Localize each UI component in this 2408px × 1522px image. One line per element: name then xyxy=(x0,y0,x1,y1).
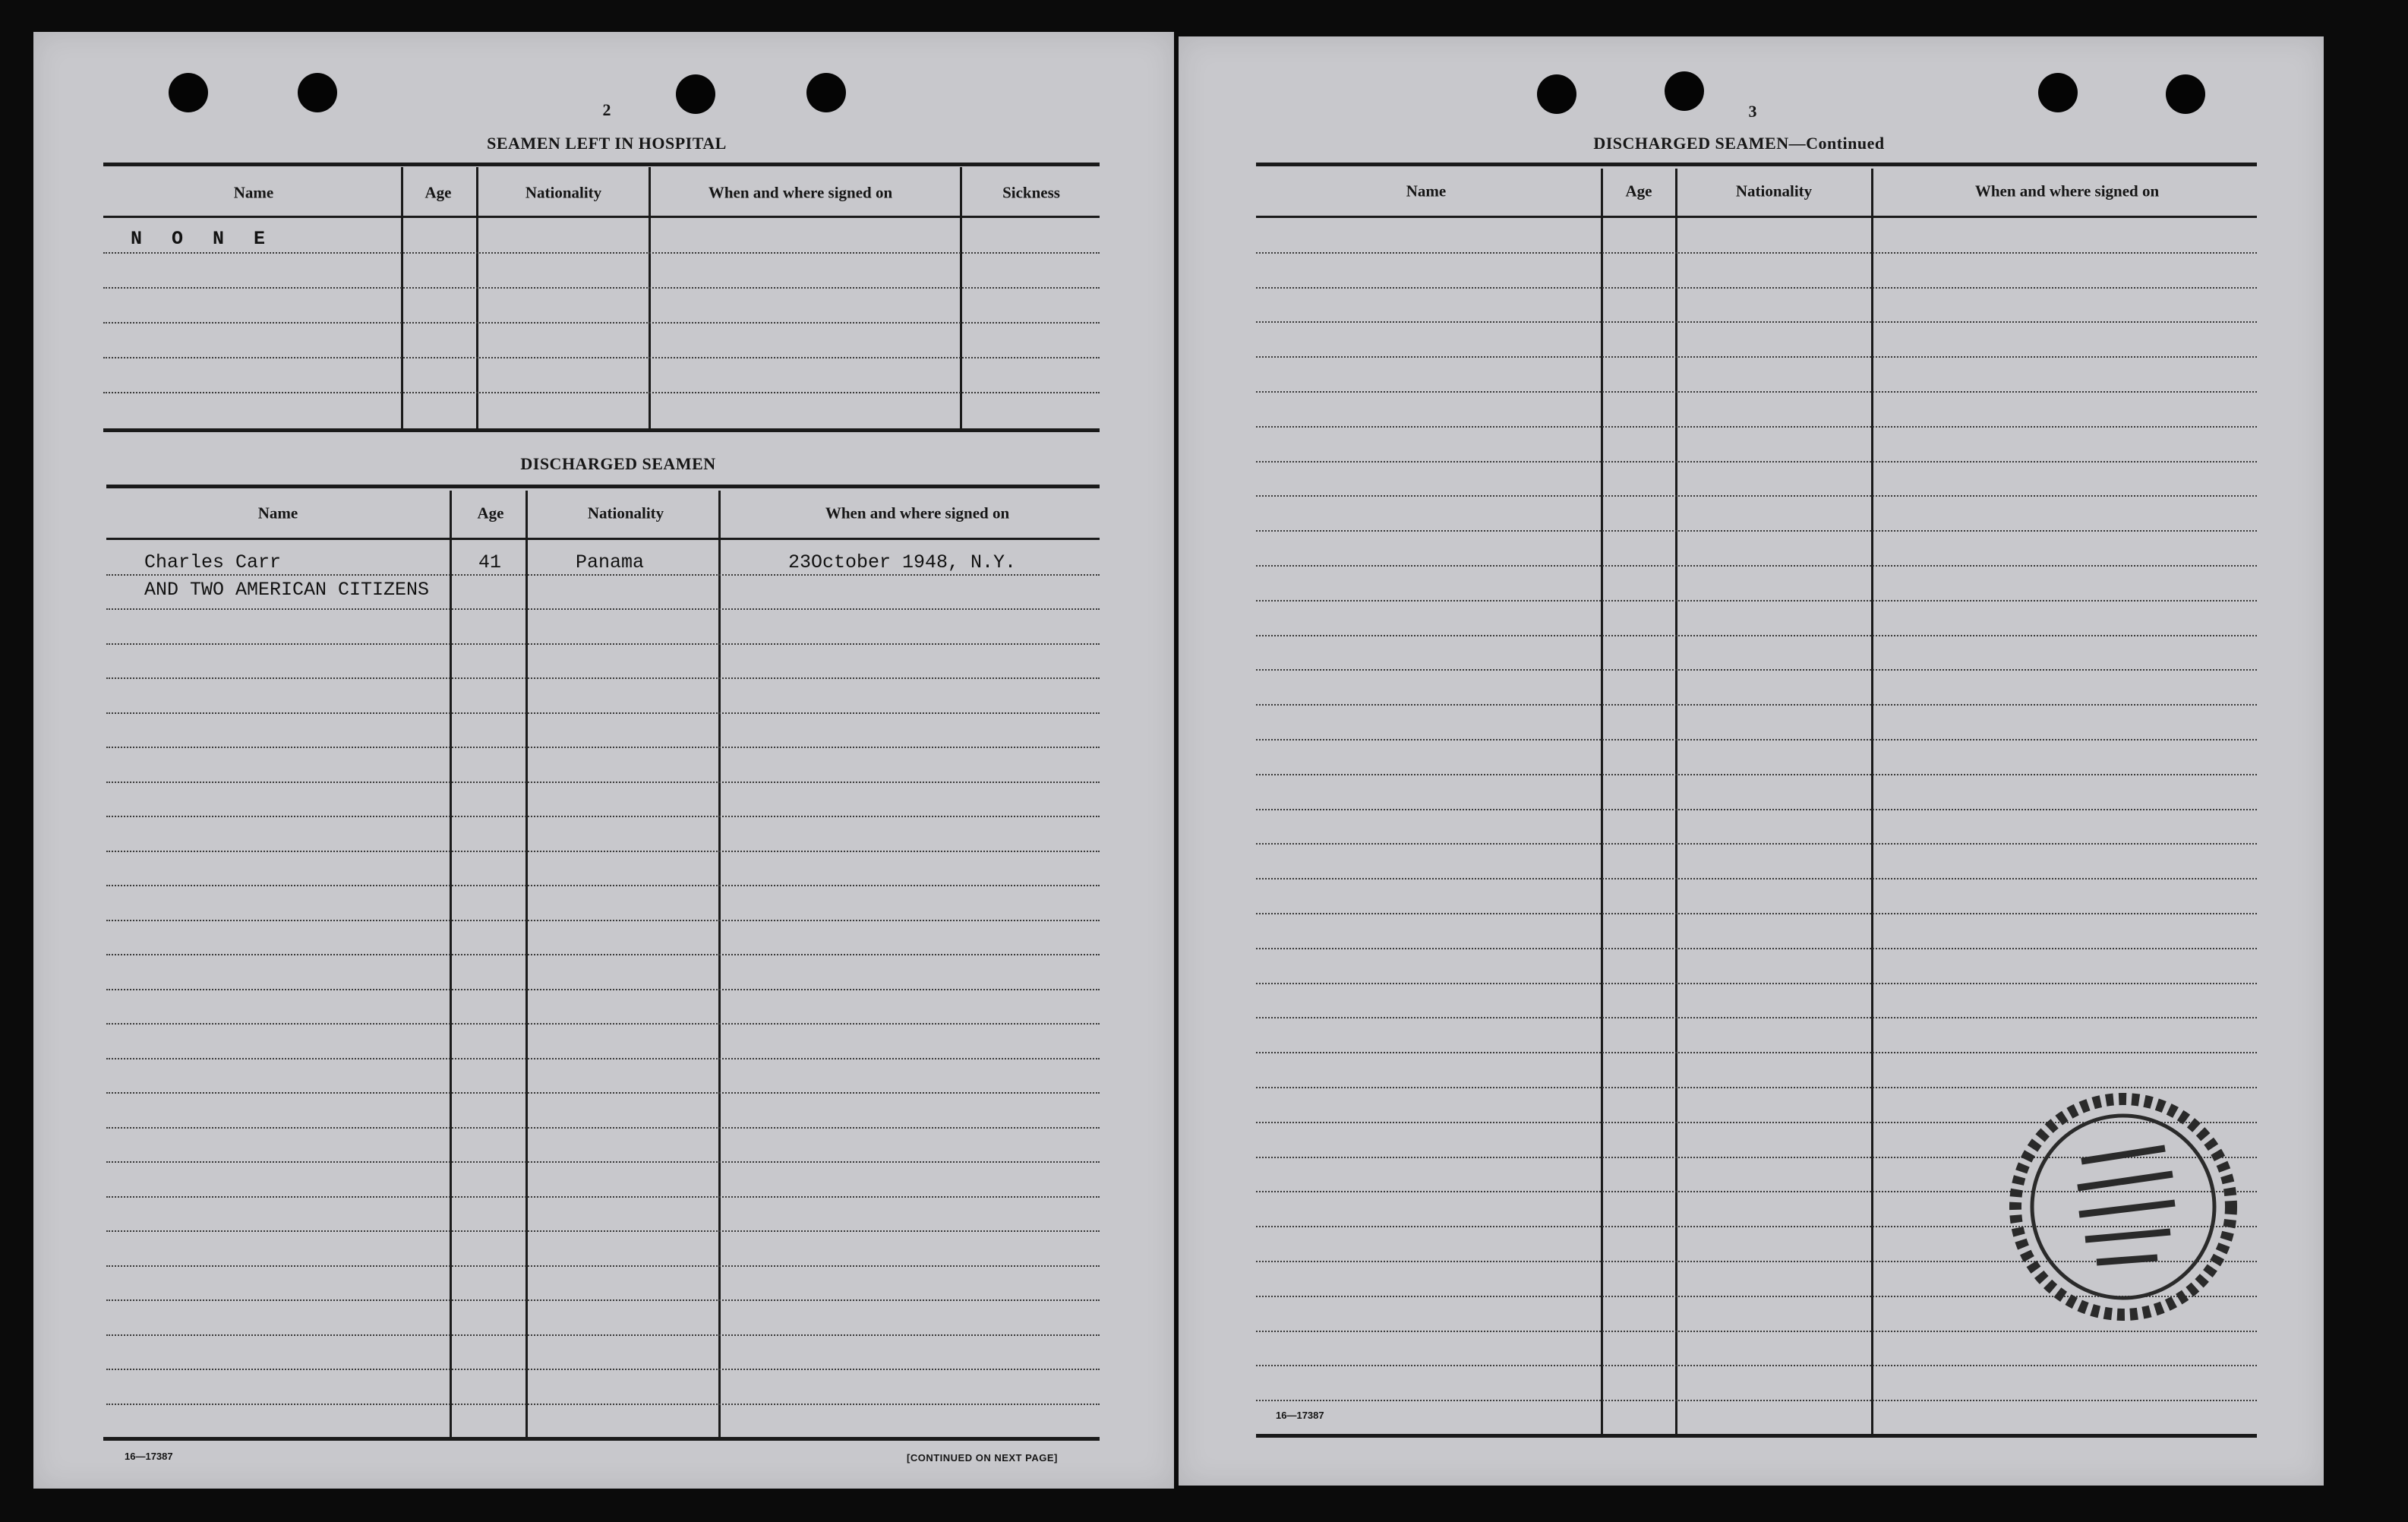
ruled-row-line xyxy=(106,574,1100,576)
table-top-rule xyxy=(1256,163,2257,166)
ruled-row-line xyxy=(1256,704,2257,706)
discharged-row-age: 41 xyxy=(478,551,502,573)
discharged-col-name: Name xyxy=(257,504,298,523)
ruled-row-line xyxy=(1256,1331,2257,1332)
hospital-heading: SEAMEN LEFT IN HOSPITAL xyxy=(487,134,727,153)
ruled-row-line xyxy=(103,322,1100,324)
continued-col-name: Name xyxy=(1406,182,1447,201)
circular-date-stamp xyxy=(2002,1089,2245,1325)
ruled-row-line xyxy=(1256,600,2257,602)
ruled-row-line xyxy=(1256,287,2257,289)
ruled-row-line xyxy=(106,712,1100,714)
ruled-row-line xyxy=(106,1023,1100,1025)
table-top-rule xyxy=(103,163,1100,166)
ruled-row-line xyxy=(103,392,1100,393)
page-number: 2 xyxy=(602,100,611,119)
ruled-row-line xyxy=(106,1265,1100,1267)
continued-col-signed-on: When and where signed on xyxy=(1974,182,2160,201)
discharged-col-age: Age xyxy=(477,504,504,523)
ruled-row-line xyxy=(1256,321,2257,323)
form-number: 16—17387 xyxy=(1276,1410,1324,1421)
punch-hole xyxy=(298,73,337,112)
ruled-row-line xyxy=(1256,774,2257,775)
discharged-heading: DISCHARGED SEAMEN xyxy=(520,454,716,473)
ruled-row-line xyxy=(106,782,1100,783)
continued-note: [CONTINUED ON NEXT PAGE] xyxy=(907,1452,1058,1464)
punch-hole xyxy=(806,73,846,112)
hospital-col-age: Age xyxy=(424,183,452,202)
ruled-row-line xyxy=(1256,391,2257,393)
ruled-row-line xyxy=(106,1299,1100,1301)
ruled-row-line xyxy=(1256,565,2257,567)
ruled-row-line xyxy=(106,954,1100,955)
ruled-row-line xyxy=(1256,252,2257,254)
ruled-row-line xyxy=(106,747,1100,748)
table-bottom-rule xyxy=(103,428,1100,432)
punch-hole xyxy=(2038,73,2078,112)
ruled-row-line xyxy=(106,677,1100,679)
ruled-row-line xyxy=(106,1058,1100,1059)
ruled-row-line xyxy=(106,608,1100,610)
ruled-row-line xyxy=(1256,1052,2257,1053)
page-number: 3 xyxy=(1748,102,1757,121)
heading-text: DISCHARGED SEAMEN xyxy=(1593,134,1789,153)
ruled-row-line xyxy=(106,1161,1100,1163)
discharged-continued-heading xyxy=(1593,134,1884,153)
ruled-row-line xyxy=(106,1196,1100,1198)
ruled-row-line xyxy=(106,920,1100,921)
table-top-rule xyxy=(106,485,1100,488)
punch-hole xyxy=(1665,71,1704,111)
continued-col-age: Age xyxy=(1625,182,1652,201)
discharged-col-nationality: Nationality xyxy=(587,504,664,523)
ruled-row-line xyxy=(106,1334,1100,1336)
discharged-row-lines xyxy=(106,539,1100,1438)
punch-hole xyxy=(676,74,715,114)
ruled-row-line xyxy=(1256,878,2257,879)
ruled-row-line xyxy=(1256,495,2257,497)
ruled-row-line xyxy=(1256,1017,2257,1018)
discharged-row-signed-on: 23October 1948, N.Y. xyxy=(788,551,1017,573)
ruled-row-line xyxy=(103,287,1100,289)
ruled-row-line xyxy=(106,643,1100,645)
ruled-row-line xyxy=(106,1404,1100,1405)
heading-suffix: —Continued xyxy=(1788,134,1885,153)
hospital-col-nationality: Nationality xyxy=(525,183,602,202)
ruled-row-line xyxy=(106,1369,1100,1370)
punch-hole xyxy=(2166,74,2205,114)
form-number: 16—17387 xyxy=(125,1451,173,1462)
ruled-row-line xyxy=(1256,1400,2257,1401)
ruled-row-line xyxy=(1256,426,2257,428)
ruled-row-line xyxy=(1256,461,2257,463)
ruled-row-line xyxy=(1256,356,2257,358)
ruled-row-line xyxy=(1256,669,2257,671)
table-bottom-rule xyxy=(1256,1434,2257,1438)
ruled-row-line xyxy=(1256,739,2257,740)
ruled-row-line xyxy=(1256,635,2257,636)
ruled-row-line xyxy=(1256,530,2257,532)
ruled-row-line xyxy=(103,252,1100,254)
hospital-entry: N O N E xyxy=(131,228,275,250)
ruled-row-line xyxy=(1256,809,2257,810)
ruled-row-line xyxy=(1256,948,2257,949)
table-bottom-rule xyxy=(103,1437,1100,1441)
ruled-row-line xyxy=(106,989,1100,990)
punch-hole xyxy=(1537,74,1576,114)
punch-hole xyxy=(169,73,208,112)
discharged-row-nationality: Panama xyxy=(576,551,645,573)
ruled-row-line xyxy=(1256,983,2257,984)
ruled-row-line xyxy=(106,816,1100,817)
ruled-row-line xyxy=(106,1127,1100,1129)
ruled-row-line xyxy=(103,357,1100,358)
ruled-row-line xyxy=(106,851,1100,852)
hospital-col-signed-on: When and where signed on xyxy=(708,183,893,202)
right-page xyxy=(1179,36,2324,1486)
ruled-row-line xyxy=(1256,1087,2257,1088)
continued-col-nationality: Nationality xyxy=(1735,182,1813,201)
ruled-row-line xyxy=(1256,913,2257,914)
hospital-col-name: Name xyxy=(233,183,274,202)
ruled-row-line xyxy=(1256,843,2257,845)
ruled-row-line xyxy=(106,885,1100,886)
left-page xyxy=(33,32,1174,1489)
ruled-row-line xyxy=(106,1230,1100,1232)
discharged-row-name: AND TWO AMERICAN CITIZENS xyxy=(144,579,430,601)
hospital-col-sickness: Sickness xyxy=(1002,183,1060,202)
discharged-col-signed-on: When and where signed on xyxy=(825,504,1010,523)
discharged-row-name: Charles Carr xyxy=(144,551,282,573)
ruled-row-line xyxy=(106,1092,1100,1094)
ruled-row-line xyxy=(1256,1365,2257,1366)
